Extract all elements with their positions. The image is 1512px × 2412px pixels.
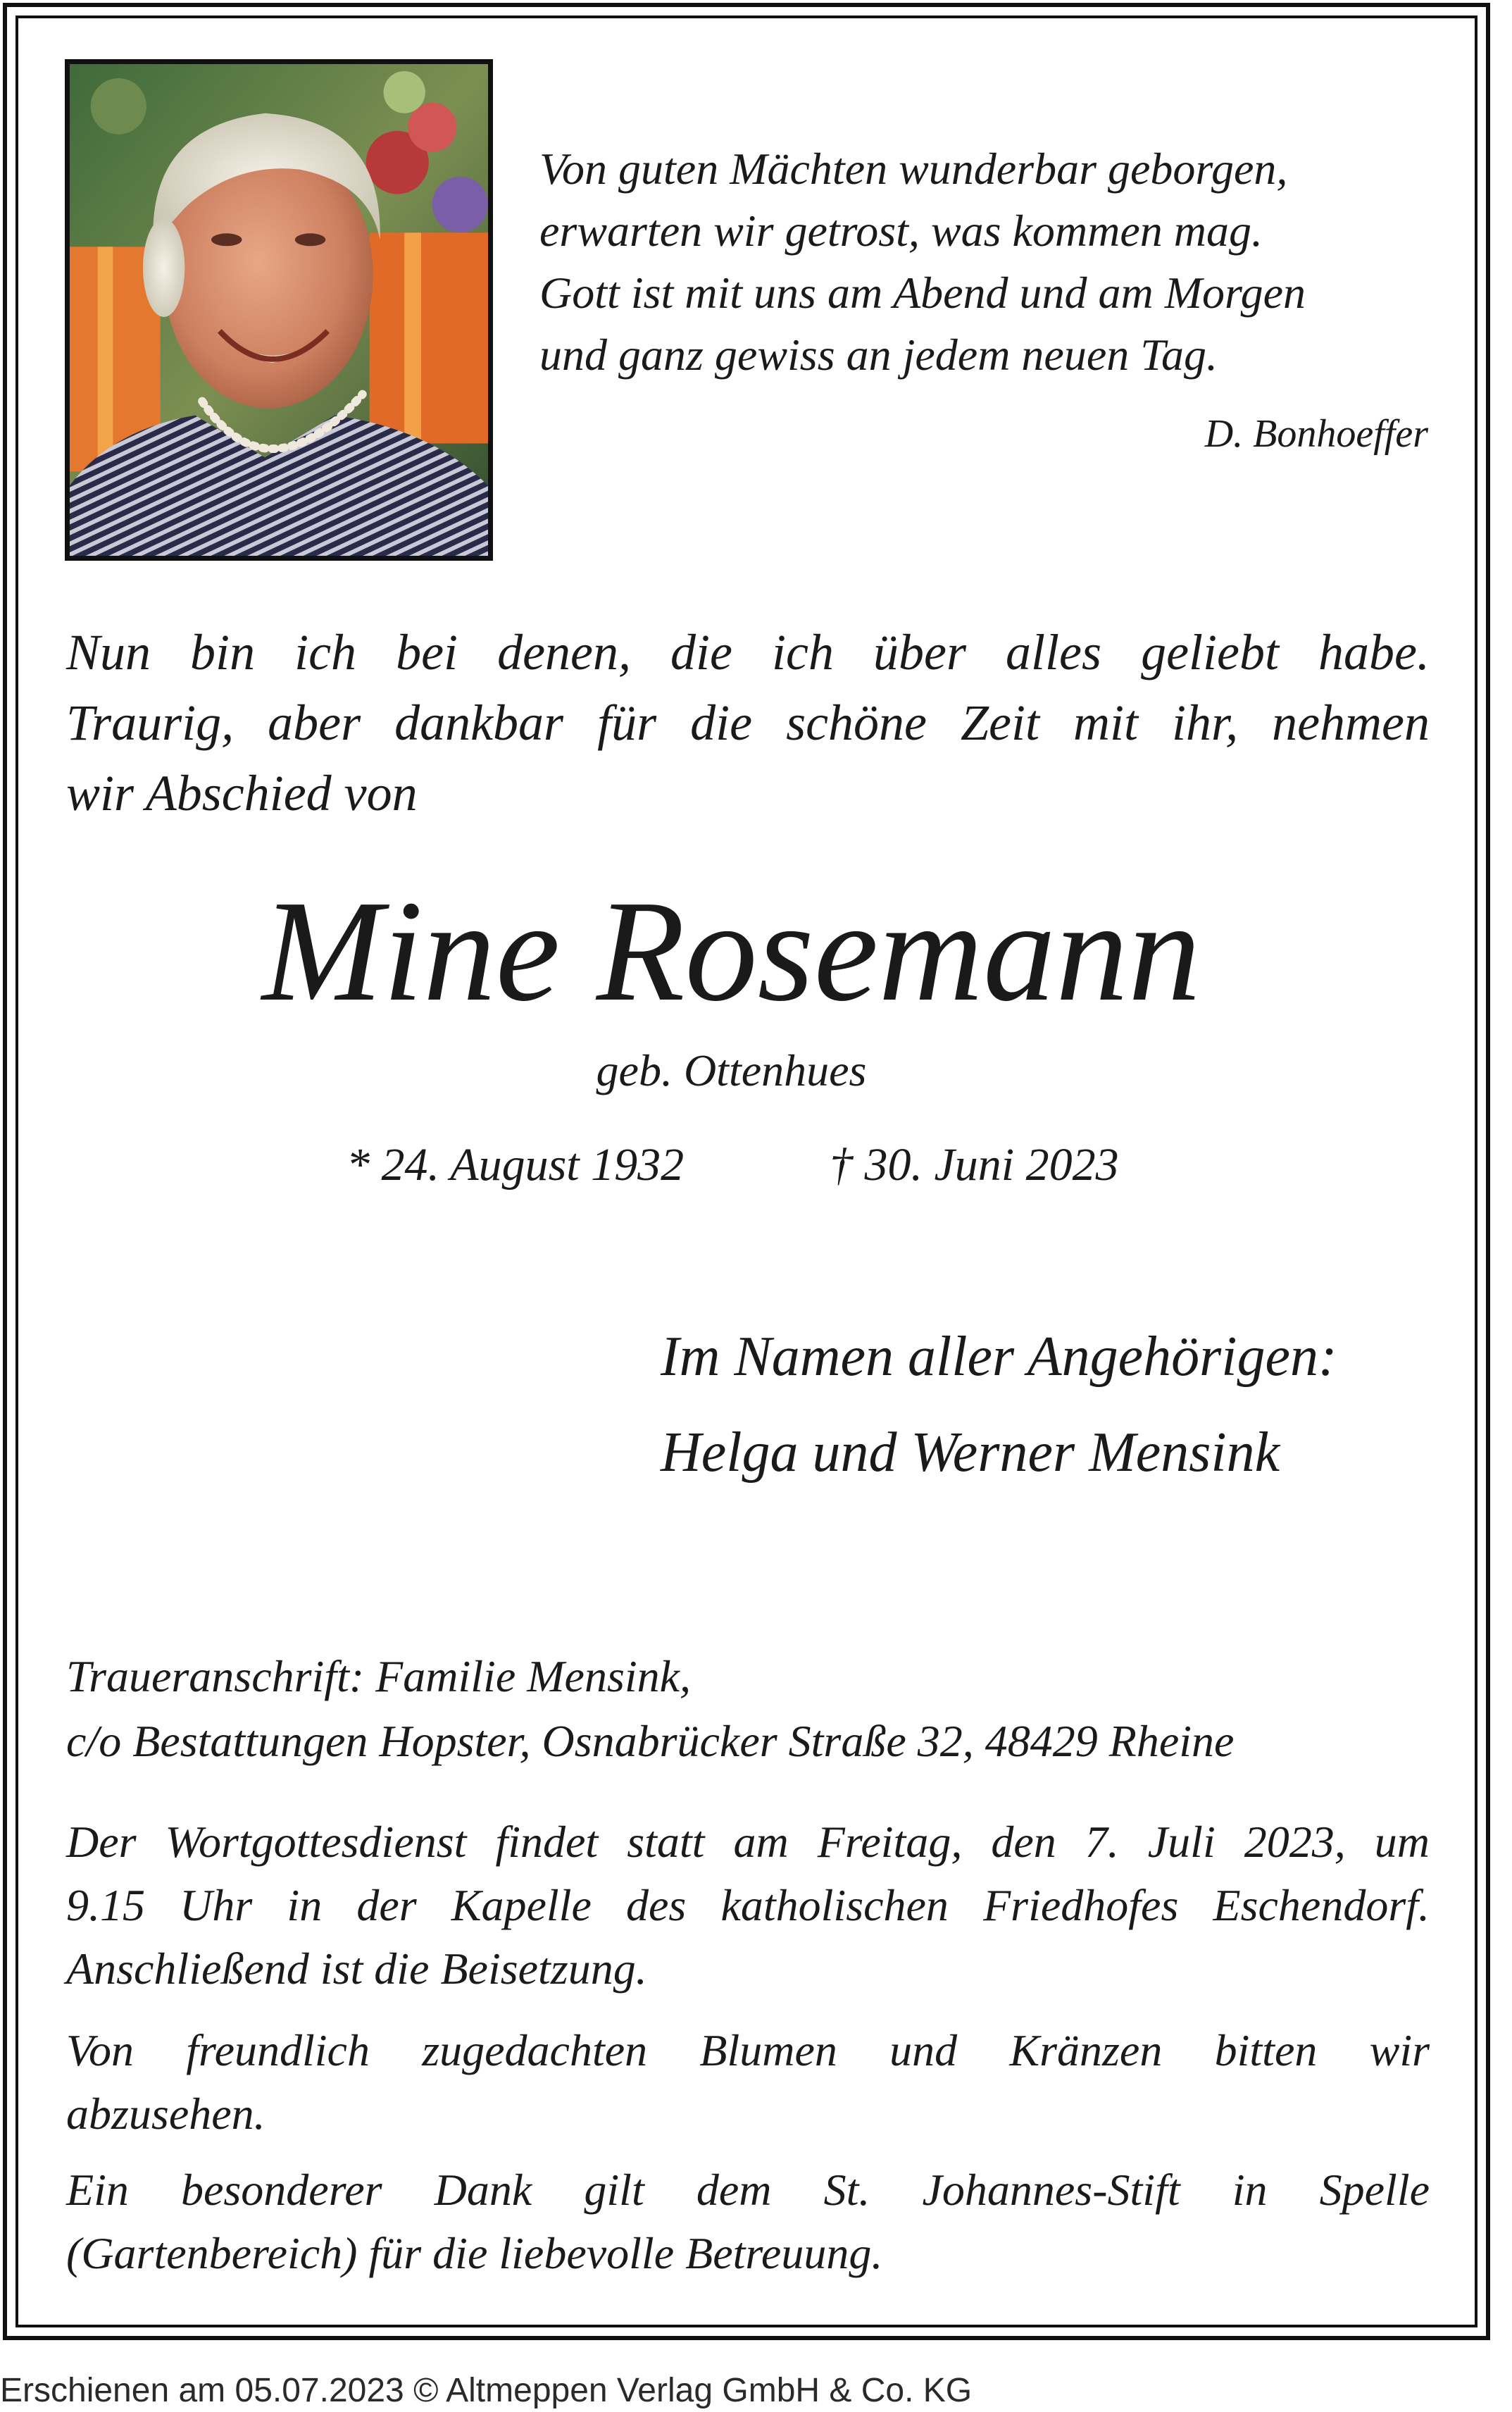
mourning-address [66,1644,1447,1774]
poem-line: Von guten Mächten wunderbar geborgen, [539,144,1288,194]
flowers-line: abzusehen. [66,2089,265,2139]
service-info [66,1810,1430,2001]
intro-line: wir Abschied von [66,765,418,821]
address-line: Traueranschrift: Familie Mensink, [66,1651,692,1701]
poem-line: und ganz gewiss an jedem neuen Tag. [539,330,1218,380]
poem-line: erwarten wir getrost, was kommen mag. [539,206,1263,256]
address-line: c/o Bestattungen Hopster, Osnabrücker Straße 32, 48429 Rheine [66,1716,1235,1766]
intro-line: Traurig, aber dankbar für die schöne Zeit mit ihr, nehmen [66,695,1430,751]
intro-text [66,617,1430,828]
poem-line: Gott ist mit uns am Abend und am Morgen [539,268,1306,318]
service-line: Der Wortgottesdienst findet statt am Freitag, den 7. Juli 2023, um [66,1817,1430,1867]
signature-heading: Im Namen aller Angehörigen: [661,1326,1337,1388]
flowers-note [66,2019,1430,2146]
maiden-name: geb. Ottenhues [596,1045,867,1095]
signature-names: Helga und Werner Mensink [661,1422,1280,1484]
poem-author: D. Bonhoeffer [1204,412,1428,456]
birth-date: * 24. August 1932 [346,1139,685,1191]
deceased-name: Mine Rosemann [262,870,1201,1031]
intro-line: Nun bin ich bei denen, die ich über alles geliebt habe. [66,624,1430,680]
thanks-line: (Gartenbereich) für die liebevolle Betreuung. [66,2228,883,2278]
thanks-line: Ein besonderer Dank gilt dem St. Johannes-Stift in Spelle [66,2165,1430,2215]
service-line: 9.15 Uhr in der Kapelle des katholischen Friedhofes Eschendorf. [66,1880,1430,1930]
portrait-photo [65,59,493,561]
thanks-note [66,2158,1430,2285]
poem-quote [539,138,1455,386]
publication-footer: Erschienen am 05.07.2023 © Altmeppen Verlag GmbH & Co. KG [0,2372,973,2409]
service-line: Anschließend ist die Beisetzung. [66,1944,647,1994]
death-date: † 30. Juni 2023 [830,1139,1119,1191]
flowers-line: Von freundlich zugedachten Blumen und Kränzen bitten wir [66,2025,1430,2075]
signature-block [661,1309,1442,1500]
